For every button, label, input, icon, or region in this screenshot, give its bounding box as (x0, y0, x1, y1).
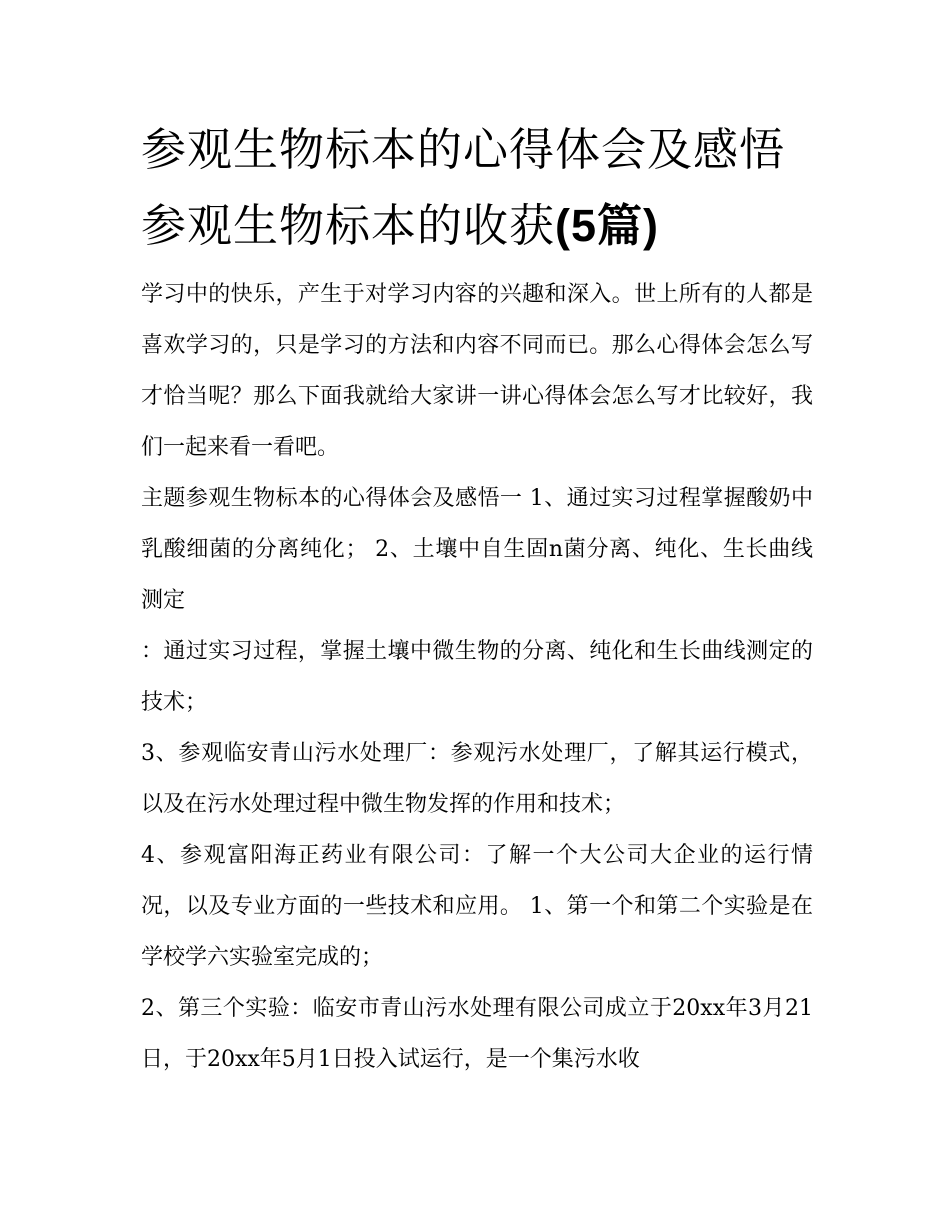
document-title (141, 112, 813, 264)
paragraph-item-3: 3、参观临安青山污水处理厂：参观污水处理厂，了解其运行模式，以及在污水处理过程中微生物发挥的作用和技术； (141, 741, 813, 817)
title-text: 参观生物标本的心得体会及感悟 参观生物标本的收获(5篇) (141, 123, 786, 252)
paragraph-intro: 学习中的快乐，产生于对学习内容的兴趣和深入。世上所有的人都是喜欢学习的，只是学习的方法和内容不同而已。那么心得体会怎么写才恰当呢？那么下面我就给大家讲一讲心得体会怎么写才比较好，我们一起来看一看吧。 (141, 282, 813, 460)
paragraph-experiment-3: 2、第三个实验：临安市青山污水处理有限公司成立于20xx年3月21日，于20xx年5月1日投入试运行，是一个集污水收 (141, 996, 813, 1072)
paragraph-item-4: 4、参观富阳海正药业有限公司：了解一个大公司大企业的运行情况，以及专业方面的一些技术和应用。 1、第一个和第二个实验是在学校学六实验室完成的； (141, 843, 813, 970)
paragraph-topic-one: 主题参观生物标本的心得体会及感悟一 1、通过实习过程掌握酸奶中乳酸细菌的分离纯化； 2、土壤中自生固n菌分离、纯化、生长曲线测定 (141, 486, 813, 613)
title-count-suffix: (5篇) (555, 200, 660, 251)
document-body (141, 112, 813, 1085)
paragraph-technique: ：通过实习过程，掌握土壤中微生物的分离、纯化和生长曲线测定的技术； (141, 639, 813, 715)
